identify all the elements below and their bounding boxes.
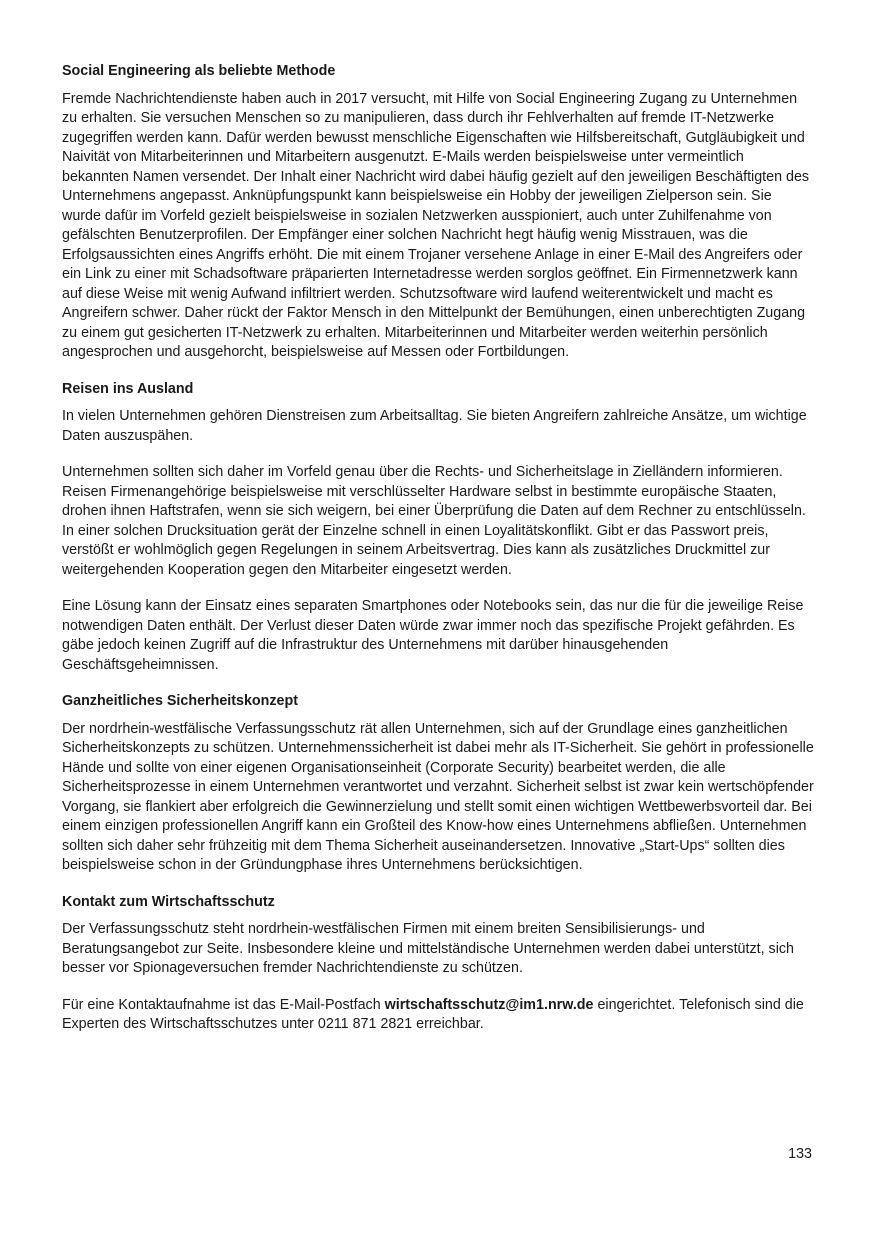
- section-heading: Reisen ins Ausland: [62, 380, 194, 397]
- page-number: 133: [788, 1146, 812, 1162]
- section-reisen-ins-ausland: [62, 380, 814, 676]
- paragraph: Der nordrhein-westfälische Verfassungsschutz rät allen Unternehmen, sich auf der Grundlage eines ganzheitlichen Sicherheitskonzepts zu schützen. Unternehmenssicherheit ist dabei mehr als IT-Sicherheit. Sie gehört in professionelle Hände und sollte von einer eigenen Organisationseinheit (Corporate Security) bearbeitet werden, die alle Sicherheitsprozesse in einem Unternehmen verantwortet und verzahnt. Sicherheit selbst ist zwar kein wertschöpfender Vorgang, sie flankiert aber erfolgreich die Gewinnerzielung und stellt somit einen wichtigen Wettbewerbsvorteil dar. Bei einem einzigen professionellen Angriff kann ein Großteil des Know-how eines Unternehmens abfließen. Unternehmen sollten sich daher sehr frühzeitig mit dem Thema Sicherheit auseinandersetzen. Innovative „Start-Ups“ sollten dies beispielsweise schon in der Gründungphase ihres Unternehmens berücksichtigen.: [62, 720, 814, 873]
- section-kontakt: [62, 893, 814, 1035]
- contact-paragraph: [62, 996, 814, 1035]
- paragraph: Der Verfassungsschutz steht nordrhein-westfälischen Firmen mit einem breiten Sensibilisierungs- und Beratungsangebot zur Seite. Insbesondere kleine und mittelständische Unternehmen werden dabei unterstützt, sich besser vor Spionageversuchen fremder Nachrichtendienste zu schützen.: [62, 921, 794, 976]
- contact-email: wirtschaftsschutz@im1.nrw.de: [384, 996, 594, 1013]
- contact-text-before: Für eine Kontaktaufnahme ist das E-Mail-Postfach: [62, 996, 385, 1013]
- section-heading: Social Engineering als beliebte Methode: [62, 63, 336, 79]
- contact-text-after: eingerichtet. Telefonisch sind die Experten des Wirtschaftsschutzes unter 0211 871 2821 erreichbar.: [62, 996, 804, 1032]
- document-page: [62, 62, 814, 1052]
- paragraph: In vielen Unternehmen gehören Dienstreisen zum Arbeitsalltag. Sie bieten Angreifern zahlreiche Ansätze, um wichtige Daten auszuspähen.: [62, 408, 807, 444]
- section-sicherheitskonzept: [62, 692, 814, 876]
- section-heading: Kontakt zum Wirtschaftsschutz: [62, 893, 275, 910]
- section-heading: Ganzheitliches Sicherheitskonzept: [62, 693, 298, 709]
- section-social-engineering: [62, 62, 814, 363]
- paragraph: Unternehmen sollten sich daher im Vorfeld genau über die Rechts- und Sicherheitslage in Zielländern informieren. Reisen Firmenangehörige beispielsweise mit verschlüsselter Hardware selbst in bestimmte europäische Staaten, drohen ihnen Haftstrafen, wenn sie sich weigern, bei einer Überprüfung die Daten auf dem Rechner zu entschlüsseln. In einer solchen Drucksituation gerät der Einzelne schnell in einen Loyalitätskonflikt. Gibt er das Passwort preis, verstößt er wohlmöglich gegen Regelungen in seinem Arbeitsvertrag. Dies kann als zusätzliches Druckmittel zur weitergehenden Kooperation gegen den Mitarbeiter eingesetzt werden.: [62, 464, 806, 578]
- paragraph: Fremde Nachrichtendienste haben auch in 2017 versucht, mit Hilfe von Social Engineering Zugang zu Unternehmen zu erhalten. Sie versuchen Menschen so zu manipulieren, dass durch ihr Fehlverhalten auf fremde IT-Netzwerke zugegriffen werden kann. Dafür werden bewusst menschliche Eigenschaften wie Hilfsbereitschaft, Gutgläubigkeit und Naivität von Mitarbeiterinnen und Mitarbeitern ausgenutzt. E-Mails werden beispielsweise unter vermeintlich bekannten Namen versendet. Der Inhalt einer Nachricht wird dabei häufig gezielt auf den jeweiligen Beschäftigten des Unternehmens angepasst. Anknüpfungspunkt kann beispielsweise ein Hobby der jeweiligen Zielperson sein. Sie wurde dafür im Vorfeld gezielt beispielsweise in sozialen Netzwerken ausspioniert, auch unter Zuhilfenahme von gefälschten Benutzerprofilen. Der Empfänger einer solchen Nachricht hegt häufig wenig Misstrauen, was die Erfolgsaussichten eines Angriffs erhöht. Die mit einem Trojaner versehene Anlage in einer E-Mail des Angreifers oder ein Link zu einer mit Schadsoftware präparierten Internetadresse werden sorglos geöffnet. Ein Firmennetzwerk kann auf diese Weise mit wenig Aufwand infiltriert werden. Schutzsoftware wird laufend weiterentwickelt und macht es Angreifern schwer. Daher rückt der Faktor Mensch in den Mittelpunkt der Bemühungen, einen unberechtigten Zugang zu einem gut gesicherten IT-Netzwerk zu erhalten. Mitarbeiterinnen und Mitarbeiter werden weiterhin persönlich angesprochen und ausgehorcht, beispielsweise auf Messen oder Fortbildungen.: [62, 90, 810, 360]
- paragraph: Eine Lösung kann der Einsatz eines separaten Smartphones oder Notebooks sein, das nur die für die jeweilige Reise notwendigen Daten enthält. Der Verlust dieser Daten würde zwar immer noch das spezifische Projekt gefährden. Es gäbe jedoch keinen Zugriff auf die Infrastruktur des Unternehmens mit darüber hinausgehenden Geschäftsgeheimnissen.: [62, 598, 804, 673]
